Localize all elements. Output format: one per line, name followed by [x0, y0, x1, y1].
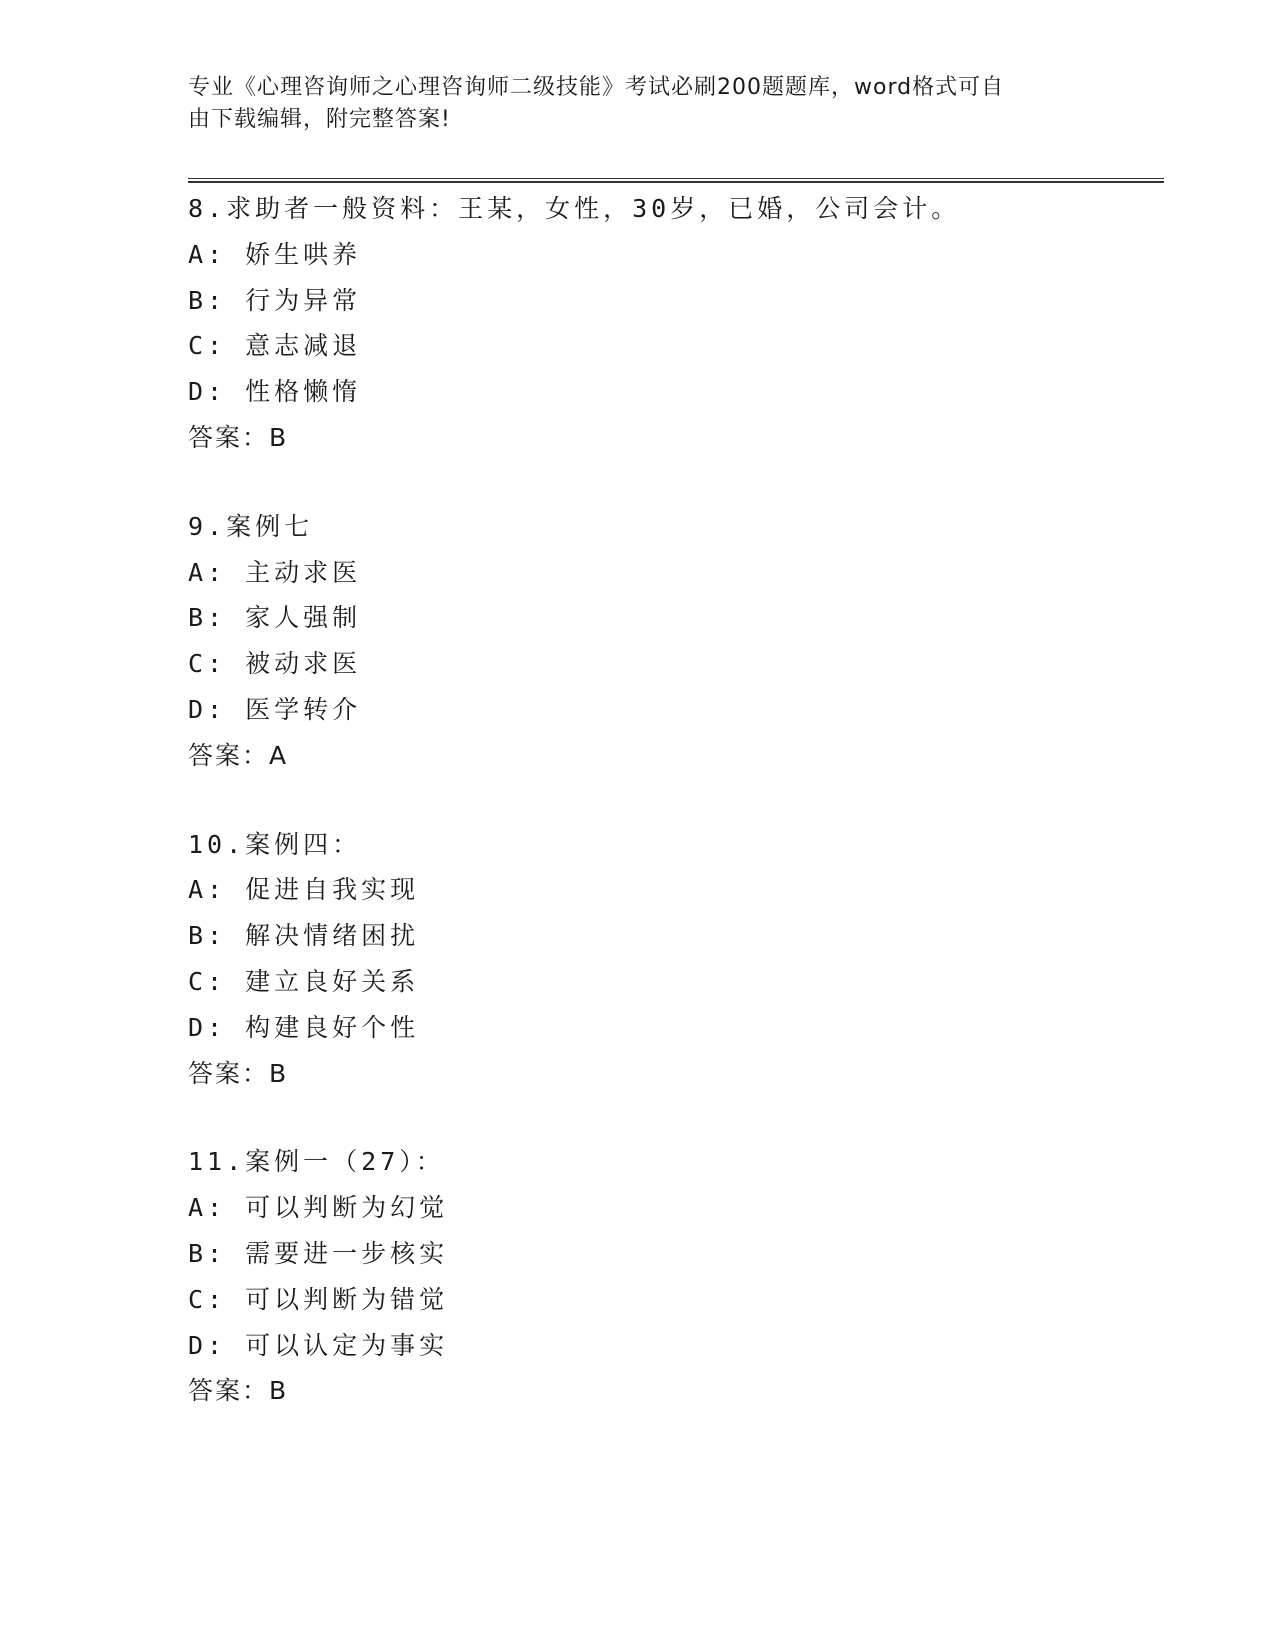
header-line-2: 由下载编辑，附完整答案! — [188, 107, 451, 132]
option-c: C: 可以判断为错觉 — [188, 1284, 449, 1314]
answer-line: 答案：B — [188, 422, 289, 452]
option-d: D: 性格懒惰 — [188, 377, 362, 407]
option-a: A: 主动求医 — [188, 557, 362, 587]
answer-line: 答案：B — [188, 1058, 289, 1088]
option-d: D: 医学转介 — [188, 694, 362, 724]
option-b: B: 行为异常 — [188, 285, 362, 315]
option-c: C: 建立良好关系 — [188, 966, 420, 996]
option-d: D: 可以认定为事实 — [188, 1330, 449, 1360]
question-list — [188, 186, 1148, 1457]
question-stem: 10.案例四： — [188, 829, 362, 859]
option-c: C: 意志减退 — [188, 331, 362, 361]
header-divider — [188, 178, 1164, 183]
option-d: D: 构建良好个性 — [188, 1012, 420, 1042]
option-b: B: 家人强制 — [188, 603, 362, 633]
question-11 — [188, 1139, 1148, 1414]
answer-line: 答案：B — [188, 1376, 289, 1406]
option-c: C: 被动求医 — [188, 649, 362, 679]
document-header — [188, 72, 1068, 136]
option-a: A: 可以判断为幻觉 — [188, 1193, 449, 1223]
question-stem: 9.案例七 — [188, 511, 314, 541]
question-stem: 11.案例一（27）： — [188, 1147, 445, 1177]
question-10 — [188, 822, 1148, 1097]
option-b: B: 解决情绪困扰 — [188, 921, 420, 951]
option-b: B: 需要进一步核实 — [188, 1238, 449, 1268]
answer-line: 答案：A — [188, 740, 289, 770]
option-a: A: 促进自我实现 — [188, 875, 420, 905]
header-line-1: 专业《心理咨询师之心理咨询师二级技能》考试必刷200题题库，word格式可自 — [188, 75, 1005, 100]
option-a: A: 娇生哄养 — [188, 239, 362, 269]
question-stem: 8.求助者一般资料：王某，女性，30岁，已婚，公司会计。 — [188, 194, 961, 223]
question-9 — [188, 504, 1148, 779]
question-8 — [188, 186, 1148, 461]
